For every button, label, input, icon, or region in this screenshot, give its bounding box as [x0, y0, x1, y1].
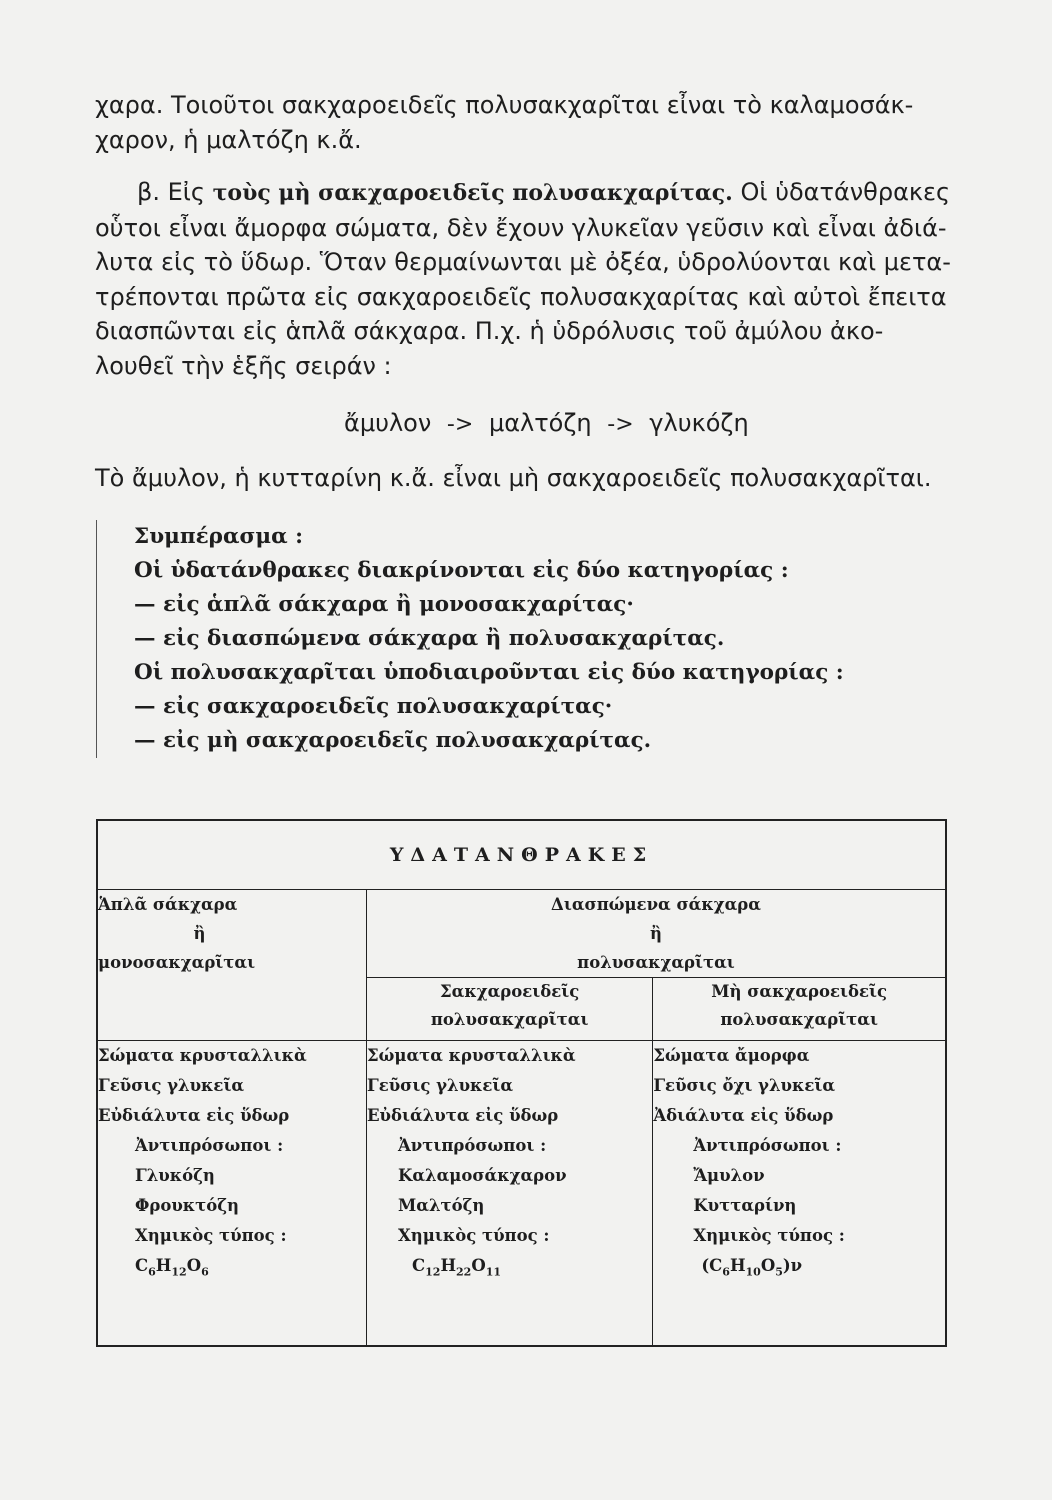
header-line: πολυσακχαρῖται [720, 1010, 878, 1029]
conclusion-line: Οἱ πολυσακχαρῖται ὑποδιαιροῦνται εἰς δύο κατηγορίας : [134, 660, 844, 685]
cell-monosaccharides [97, 1041, 366, 1347]
text-line: διασπῶνται εἰς ἁπλᾶ σάκχαρα. Π.χ. ἡ ὑδρόλυσις τοῦ ἀμύλου ἀκο- [95, 317, 884, 345]
text-line: οὗτοι εἶναι ἄμορφα σώματα, δὲν ἔχουν γλυκεῖαν γεῦσιν καὶ εἶναι ἀδιά- [95, 213, 947, 242]
header-line: Μὴ σακχαροειδεῖς [711, 982, 888, 1001]
property: Εὐδιάλυτα εἰς ὕδωρ [98, 1106, 290, 1125]
arrow-icon: -> [446, 412, 474, 437]
text-line: λυτα εἰς τὸ ὕδωρ. Ὅταν θερμαίνωνται μὲ ὀξέα, ὑδρολύονται καὶ μετα- [95, 248, 951, 276]
chemical-type-label: Χημικὸς τύπος : [397, 1226, 550, 1245]
property: Ἀδιάλυτα εἰς ὕδωρ [653, 1106, 834, 1125]
text-line: λουθεῖ τὴν ἑξῆς σειράν : [95, 351, 392, 380]
table-title: ΥΔΑΤΑΝΘΡΑΚΕΣ [97, 820, 946, 890]
text-fragment: Οἱ ὑδατάνθρακες [732, 178, 951, 206]
hydrolysis-sequence [344, 409, 749, 437]
chemical-type-label: Χημικὸς τύπος : [693, 1226, 845, 1245]
header-line: Σακχαροειδεῖς [439, 982, 580, 1001]
text-line: τρέπονται πρῶτα εἰς σακχαροειδεῖς πολυσακχαρίτας καὶ αὐτοὶ ἔπειτα [95, 282, 947, 311]
conclusion-title: Συμπέρασμα : [134, 524, 304, 549]
property: Γεῦσις γλυκεῖα [366, 1076, 514, 1095]
representative: Μαλτόζη [397, 1196, 485, 1215]
conclusion-line: — εἰς διασπώμενα σάκχαρα ἢ πολυσακχαρίτας. [134, 626, 725, 651]
representative: Ἄμυλον [693, 1166, 765, 1185]
header-simple-sugars [97, 890, 366, 1041]
carbohydrates-table [96, 819, 947, 1347]
representative: Καλαμοσάκχαρον [397, 1166, 567, 1185]
chemical-formula: $C_6H_{12}O_6$ [135, 1256, 209, 1279]
representative: Γλυκόζη [135, 1166, 215, 1185]
formula-starch: ἄμυλον [344, 409, 432, 437]
property: Σώματα κρυσταλλικὰ [98, 1046, 307, 1065]
header-polysaccharides [366, 890, 946, 978]
header-line: Ἁπλᾶ σάκχαρα [98, 895, 238, 914]
conclusion-box [96, 520, 914, 758]
chemical-type-label: Χημικὸς τύπος : [135, 1226, 287, 1245]
text-line: χαρα. Τοιοῦτοι σακχαροειδεῖς πολυσακχαρῖται εἶναι τὸ καλαμοσάκ- [95, 91, 914, 119]
property: Σώματα κρυσταλλικὰ [366, 1046, 576, 1065]
header-line: ἢ [649, 924, 662, 943]
header-line: πολυσακχαρῖται [577, 953, 735, 972]
representatives-label: Ἀντιπρόσωποι : [135, 1136, 284, 1155]
paragraph-continuation [95, 88, 951, 157]
bold-term: τοὺς μὴ σακχαροειδεῖς πολυσακχαρίτας. [212, 180, 733, 206]
representatives-label: Ἀντιπρόσωποι : [397, 1136, 547, 1155]
chemical-formula: $C_{12}H_{22}O_{11}$ [411, 1256, 502, 1279]
paragraph-label: β. Εἰς [137, 178, 205, 206]
header-line: μονοσακχαρῖται [98, 953, 256, 972]
paragraph-examples [95, 461, 951, 496]
representative: Φρουκτόζη [135, 1196, 240, 1215]
representative: Κυτταρίνη [693, 1196, 797, 1215]
arrow-icon: -> [607, 412, 634, 437]
property: Γεῦσις γλυκεῖα [98, 1076, 245, 1095]
text-line-lead [95, 175, 951, 211]
cell-sugar-like-polysaccharides [366, 1041, 652, 1347]
header-sugar-like [366, 978, 652, 1041]
cell-non-sugar-polysaccharides [653, 1041, 946, 1347]
paragraph-non-sugar-polysaccharides [95, 175, 951, 383]
header-non-sugar-like [653, 978, 946, 1041]
formula-glucose: γλυκόζη [649, 409, 749, 437]
conclusion-line: — εἰς ἁπλᾶ σάκχαρα ἢ μονοσακχαρίτας· [134, 592, 634, 617]
text-line: Τὸ ἄμυλον, ἡ κυτταρίνη κ.ἄ. εἶναι μὴ σακχαροειδεῖς πολυσακχαρῖται. [95, 464, 932, 492]
chemical-formula: $(C_6H_{10}O_5)\nu$ [701, 1256, 803, 1279]
conclusion-line: Οἱ ὑδατάνθρακες διακρίνονται εἰς δύο κατηγορίας : [134, 558, 789, 583]
header-line: ἢ [193, 924, 206, 943]
conclusion-line: — εἰς μὴ σακχαροειδεῖς πολυσακχαρίτας. [134, 728, 652, 753]
formula-maltose: μαλτόζη [488, 409, 592, 437]
property: Γεῦσις ὄχι γλυκεῖα [653, 1076, 836, 1095]
header-line: πολυσακχαρῖται [430, 1010, 589, 1029]
header-line: Διασπώμενα σάκχαρα [551, 895, 761, 914]
conclusion-line: — εἰς σακχαροειδεῖς πολυσακχαρίτας· [134, 694, 613, 719]
property: Εὐδιάλυτα εἰς ὕδωρ [366, 1106, 559, 1125]
representatives-label: Ἀντιπρόσωποι : [693, 1136, 842, 1155]
text-line: χαρον, ἡ μαλτόζη κ.ἄ. [95, 125, 362, 154]
property: Σώματα ἄμορφα [653, 1046, 810, 1065]
